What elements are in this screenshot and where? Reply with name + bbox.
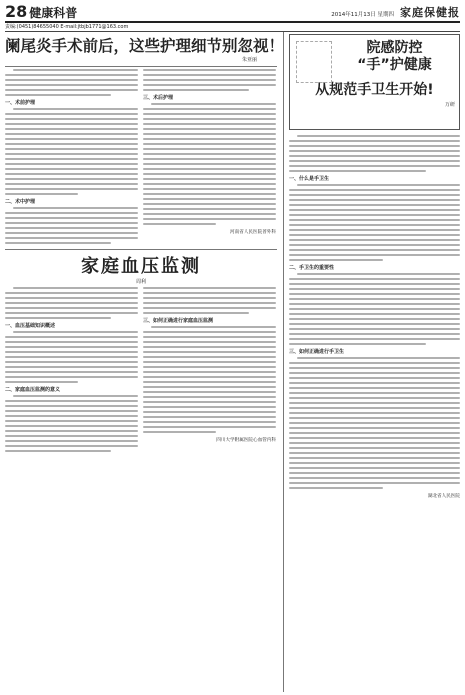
article1-subhead-3: 三、术后护理 bbox=[143, 95, 174, 101]
body-text bbox=[5, 395, 138, 455]
article3-title-line3: 从规范手卫生开始! bbox=[315, 82, 434, 98]
body-text bbox=[143, 287, 276, 317]
page-header bbox=[5, 3, 460, 20]
section-title: 健康科普 bbox=[29, 6, 78, 20]
article1-col2 bbox=[143, 69, 276, 247]
article3-byline: 万研 bbox=[444, 102, 455, 108]
body-text bbox=[5, 331, 138, 386]
article3-subhead-2: 二、手卫生的重要性 bbox=[289, 265, 335, 271]
page-number: 28 bbox=[5, 2, 28, 21]
article1-byline: 朱亚丽 bbox=[241, 57, 257, 63]
body-text bbox=[5, 69, 138, 99]
issue-date: 2014年11月13日 星期四 bbox=[331, 12, 394, 18]
body-text bbox=[143, 326, 276, 436]
article2-col1 bbox=[5, 287, 138, 455]
editor-contact: 责编:(0451)84655040 E-mail:jtbjb1771@163.com bbox=[5, 24, 129, 30]
content-columns bbox=[5, 32, 460, 692]
article3-title-line1: 院感防控 bbox=[366, 40, 423, 56]
divider bbox=[5, 66, 277, 67]
article3-subhead-3: 三、如何正确进行手卫生 bbox=[289, 349, 345, 355]
right-column bbox=[283, 32, 460, 692]
article1-subhead-2: 二、术中护理 bbox=[5, 199, 36, 205]
body-text bbox=[5, 108, 138, 198]
article2-col2 bbox=[143, 287, 276, 455]
article1-source: 河南省人民医院普外科 bbox=[230, 230, 276, 235]
body-text bbox=[5, 207, 138, 247]
body-text bbox=[143, 69, 276, 94]
body-text bbox=[5, 287, 138, 322]
article2-body bbox=[5, 287, 277, 455]
body-text bbox=[289, 135, 460, 175]
article2-byline: 周利 bbox=[135, 279, 146, 285]
article1-title: 阑尾炎手术前后，这些护理细节别忽视！ bbox=[5, 37, 285, 55]
body-text bbox=[289, 273, 460, 348]
article3-title-line2: “手”护健康 bbox=[357, 57, 432, 73]
left-column bbox=[5, 32, 285, 692]
article2-subhead-2: 二、家庭血压监测的意义 bbox=[5, 387, 61, 393]
article2-subhead-3: 三、如何正确进行家庭血压监测 bbox=[143, 318, 214, 324]
article2-source: 四川大学附属医院心血管内科 bbox=[216, 438, 276, 443]
body-text bbox=[143, 103, 276, 228]
article1-col1 bbox=[5, 69, 138, 247]
article3-source: 湖北省人民医院 bbox=[427, 494, 460, 499]
article2-title: 家庭血压监测 bbox=[81, 256, 201, 277]
article1-body bbox=[5, 69, 277, 247]
decorative-illustration bbox=[296, 41, 332, 83]
article1-subhead-1: 一、术前护理 bbox=[5, 100, 36, 106]
article2-subhead-1: 一、血压基础知识概述 bbox=[5, 323, 56, 329]
divider bbox=[5, 249, 277, 250]
article3-subhead-1: 一、什么是手卫生 bbox=[289, 176, 330, 182]
body-text bbox=[289, 357, 460, 492]
article3-title-box bbox=[289, 34, 460, 130]
paper-name: 家庭保健报 bbox=[400, 6, 460, 19]
body-text bbox=[289, 184, 460, 264]
